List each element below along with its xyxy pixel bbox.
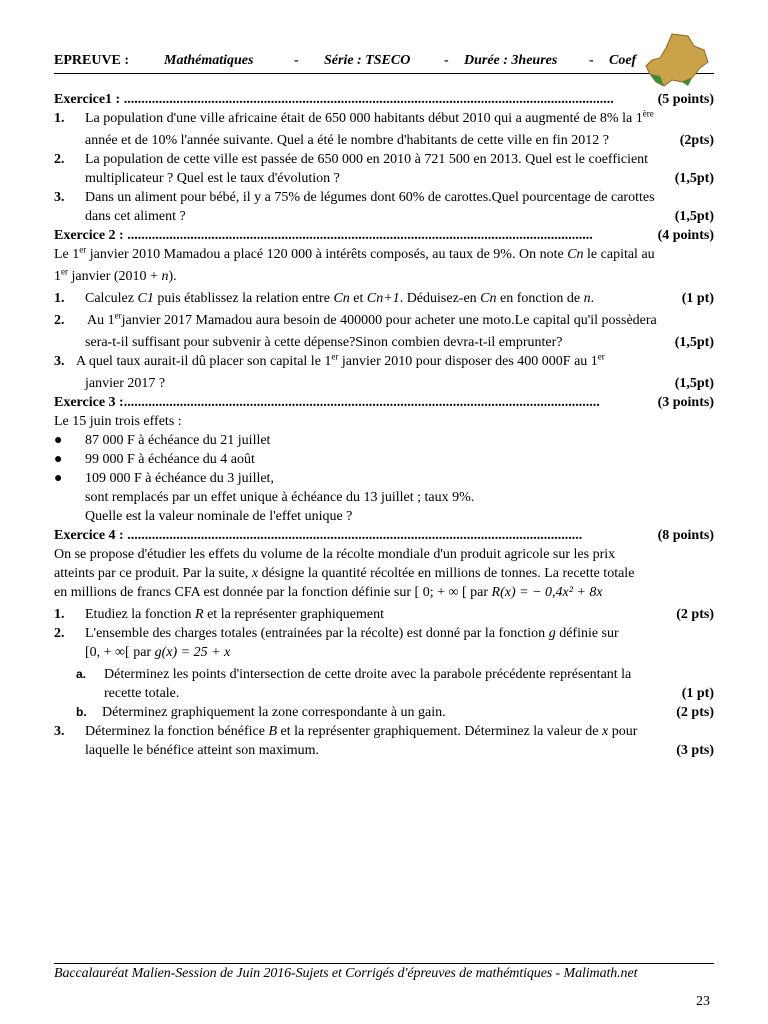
ex2-q3-line1: 3. A quel taux aurait-il dû placer son capital le 1er janvier 2010 pour disposer des 400 000F au 1er xyxy=(54,351,605,369)
ex1-q2-line2: multiplicateur ? Quel est le taux d'évolution ? (1,5pt) xyxy=(85,171,714,186)
exercise2-points: (4 points) xyxy=(657,228,714,243)
ex4-qa-line2: recette totale. (1 pt) xyxy=(104,686,714,701)
ex1-q3-points: (1,5pt) xyxy=(674,209,714,224)
ex2-intro-line1: Le 1er janvier 2010 Mamadou a placé 120 000 à intérêts composés, au taux de 9%. On note Cn le capital au xyxy=(54,244,655,262)
ex1-q2-points: (1,5pt) xyxy=(674,171,714,186)
ex4-qb: b. Déterminez graphiquement la zone correspondante à un gain. (2 pts) xyxy=(76,705,714,720)
ex2-q3-line2: janvier 2017 ? (1,5pt) xyxy=(85,376,714,391)
coef: Coef xyxy=(609,53,637,68)
exercise4-title: Exercice 4 : .................................................................................................................................. xyxy=(54,528,583,543)
serie: Série : TSECO xyxy=(324,53,411,68)
ex4-qa-line1: a. Déterminez les points d'intersection de cette droite avec la parabole précédente représentant la xyxy=(76,667,632,682)
ex3-bullet-2: ● 99 000 F à échéance du 4 août xyxy=(54,452,255,467)
exercise2-header xyxy=(54,226,714,245)
ex2-q2-points: (1,5pt) xyxy=(674,335,714,350)
ex1-q1-text: La population d'une ville africaine était de 650 000 habitants début 2010 qui a augmenté de 8% la 1ère xyxy=(85,108,654,126)
ex4-intro-2: atteints par ce produit. Par la suite, x désigne la quantité récoltée en millions de tonnes. La recette totale xyxy=(54,566,635,581)
ex3-line-5: Quelle est la valeur nominale de l'effet unique ? xyxy=(85,509,353,524)
exercise3-title: Exercice 3 :........................................................................................................................................ xyxy=(54,395,600,410)
ex4-q2-line2: [0, + ∞[ par g(x) = 25 + x xyxy=(85,645,231,660)
exam-header: EPREUVE : Mathématiques - Série : TSECO - Durée : 3heures - Coef xyxy=(54,53,637,68)
mali-map-icon xyxy=(642,32,712,88)
exercise3-header xyxy=(54,393,714,412)
subject: Mathématiques xyxy=(164,53,254,68)
exercise4-header xyxy=(54,526,714,545)
ex2-q1-points: (1 pt) xyxy=(681,291,714,306)
ex4-q1: 1. Etudiez la fonction R et la représenter graphiquement (2 pts) xyxy=(54,607,714,622)
ex4-q3-line1: 3. Déterminez la fonction bénéfice B et la représenter graphiquement. Déterminez la valeur de x pour xyxy=(54,724,638,739)
page-number: 23 xyxy=(696,994,710,1009)
ex4-q2-line1: 2. L'ensemble des charges totales (entrainées par la récolte) est donné par la fonction g définie sur xyxy=(54,626,619,641)
footer-rule xyxy=(54,963,714,964)
ex3-bullet-1: ● 87 000 F à échéance du 21 juillet xyxy=(54,433,271,448)
exercise1-points: (5 points) xyxy=(657,92,714,107)
duree: Durée : 3heures xyxy=(464,53,558,68)
bullet-icon: ● xyxy=(54,471,63,486)
ex1-q1-points: (2pts) xyxy=(679,133,714,148)
ex1-q1-line2: année et de 10% l'année suivante. Quel a été le nombre d'habitants de cette ville en fin 2012 ? (2pts) xyxy=(85,133,714,148)
ex2-q2-line2: sera-t-il suffisant pour subvenir à cette dépense?Sinon combien devra-t-il emprunter? (1,5pt) xyxy=(85,335,714,350)
exercise1-title: Exercice1 : ............................................................................................................................................ xyxy=(54,92,614,107)
ex3-intro: Le 15 juin trois effets : xyxy=(54,414,182,429)
bullet-icon: ● xyxy=(54,452,63,467)
ex4-qa-points: (1 pt) xyxy=(681,686,714,701)
ex4-qb-points: (2 pts) xyxy=(676,705,714,720)
ex3-line-4: sont remplacés par un effet unique à échéance du 13 juillet ; taux 9%. xyxy=(85,490,475,505)
exam-content xyxy=(54,90,714,760)
exercise4-points: (8 points) xyxy=(657,528,714,543)
ex1-q1-line1: 1. La population d'une ville africaine était de 650 000 habitants début 2010 qui a augmenté de 8% la 1ère xyxy=(54,108,654,126)
header-rule xyxy=(54,73,714,74)
ex2-q1: 1. Calculez C1 puis établissez la relation entre Cn et Cn+1. Déduisez-en Cn en fonction de n. (1 pt) xyxy=(54,291,714,306)
epreuve-label: EPREUVE : xyxy=(54,53,130,68)
bullet-icon: ● xyxy=(54,433,63,448)
ex2-q3-points: (1,5pt) xyxy=(674,376,714,391)
exercise3-points: (3 points) xyxy=(657,395,714,410)
exercise2-title: Exercice 2 : ..................................................................................................................................... xyxy=(54,228,593,243)
ex2-intro-line2: 1er janvier (2010 + n). xyxy=(54,266,177,284)
ex1-q2-line1: 2. La population de cette ville est passée de 650 000 en 2010 à 721 500 en 2013. Quel est le coefficient xyxy=(54,152,649,167)
ex2-q2-line1: 2. Au 1erjanvier 2017 Mamadou aura besoin de 400000 pour acheter une moto.Le capital qu'il possèdera xyxy=(54,310,657,328)
exercise1-header xyxy=(54,90,714,109)
ex4-q3-line2: laquelle le bénéfice atteint son maximum. (3 pts) xyxy=(85,743,714,758)
ex4-q3-points: (3 pts) xyxy=(676,743,714,758)
ex1-q3-line2: dans cet aliment ? (1,5pt) xyxy=(85,209,714,224)
ex4-intro-1: On se propose d'étudier les effets du volume de la récolte mondiale d'un produit agricole sur les prix xyxy=(54,547,616,562)
footer-text: Baccalauréat Malien-Session de Juin 2016-Sujets et Corrigés d'épreuves de mathémtiques - Malimath.net xyxy=(54,966,638,981)
ex3-bullet-3: ● 109 000 F à échéance du 3 juillet, xyxy=(54,471,274,486)
ex4-intro-3: en millions de francs CFA est donnée par la fonction définie sur [ 0; + ∞ [ par R(x) = − 0,4x² + 8x xyxy=(54,585,603,600)
ex4-q1-points: (2 pts) xyxy=(676,607,714,622)
ex1-q3-line1: 3. Dans un aliment pour bébé, il y a 75% de légumes dont 60% de carottes.Quel pourcentage de carottes xyxy=(54,190,655,205)
